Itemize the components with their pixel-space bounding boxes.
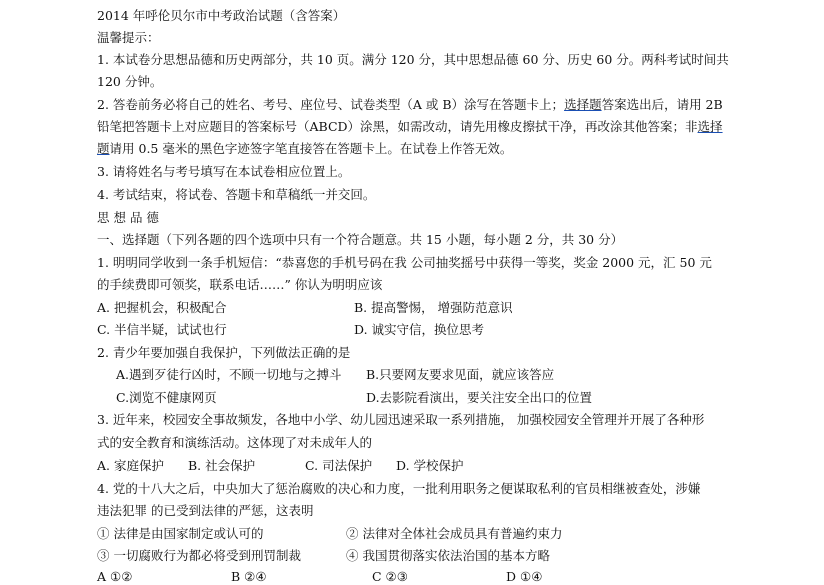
tip-2-text-d: 请用 0.5 毫米的黑色字迹签字笔直接答在答题卡上。在试卷上作答无效。 xyxy=(109,141,513,156)
q2-option-c: C.浏览不健康网页 xyxy=(116,390,217,405)
q1-option-d: D. 诚实守信，换位思考 xyxy=(354,322,485,337)
tip-2-underlined-b: 选择 xyxy=(697,119,723,134)
q3-stem-line-2: 式的安全教育和演练活动。这体现了对未成年人的 xyxy=(97,435,373,450)
q1-stem-line-1: 1. 明明同学收到一条手机短信：“恭喜您的手机号码在我 公司抽奖摇号中获得一等奖，奖金 2000 元，汇 50 元 xyxy=(97,255,712,270)
tip-2-line-2 xyxy=(97,119,723,135)
q3-stem-line-1: 3. 近年来，校园安全事故频发，各地中小学、幼儿园迅速采取一系列措施， 加强校园安全管理并开展了各种形 xyxy=(97,412,705,427)
tip-3: 3. 请将姓名与考号填写在本试卷相应位置上。 xyxy=(97,164,351,179)
q4-stem-line-2: 违法犯罪 的已受到法律的严惩，这表明 xyxy=(97,503,314,518)
section-title: 思 想 品 德 xyxy=(97,210,159,225)
document-title: 2014 年呼伦贝尔市中考政治试题（含答案） xyxy=(97,8,346,23)
tip-1-line-2: 120 分钟。 xyxy=(97,74,163,89)
q1-stem-line-2: 的手续费即可领奖，联系电话……” 你认为明明应该 xyxy=(97,277,383,292)
q2-option-d: D.去影院看演出，要关注安全出口的位置 xyxy=(366,390,593,405)
tip-2-underlined-a: 选择题 xyxy=(564,97,602,112)
part-1-heading: 一、选择题（下列各题的四个选项中只有一个符合题意。共 15 小题，每小题 2 分，共 30 分） xyxy=(97,232,624,247)
q4-option-a: A ①② xyxy=(97,569,133,584)
q4-statement-1: ① 法律是由国家制定或认可的 xyxy=(97,526,264,541)
q3-option-a: A. 家庭保护 xyxy=(97,458,164,473)
tip-2-text-c: 铅笔把答题卡上对应题目的答案标号（ABCD）涂黑，如需改动，请先用橡皮擦拭干净，再改涂其他答案；非 xyxy=(97,119,698,134)
q4-statement-2: ② 法律对全体社会成员具有普遍约束力 xyxy=(346,526,563,541)
q2-stem: 2. 青少年要加强自我保护，下列做法正确的是 xyxy=(97,345,351,360)
q1-option-b: B. 提高警惕， 增强防范意识 xyxy=(354,300,513,315)
q4-option-d: D ①④ xyxy=(506,569,543,584)
tip-2-text-b: 答案选出后，请用 2B xyxy=(601,97,723,112)
tip-2-line-1 xyxy=(97,97,723,113)
q4-statement-4: ④ 我国贯彻落实依法治国的基本方略 xyxy=(346,548,550,563)
q4-stem-line-1: 4. 党的十八大之后，中央加大了惩治腐败的决心和力度，一批利用职务之便谋取私利的官员相继被查处，涉嫌 xyxy=(97,481,701,496)
tip-4: 4. 考试结束，将试卷、答题卡和草稿纸一并交回。 xyxy=(97,187,376,202)
q2-option-b: B.只要网友要求见面，就应该答应 xyxy=(366,367,555,382)
tip-2-underlined-c: 题 xyxy=(97,141,110,156)
tip-2-text-a: 2. 答卷前务必将自己的姓名、考号、座位号、试卷类型（A 或 B）涂写在答题卡上； xyxy=(97,97,565,112)
q1-option-c: C. 半信半疑，试试也行 xyxy=(97,322,227,337)
q2-option-a: A.遇到歹徒行凶时，不顾一切地与之搏斗 xyxy=(116,367,342,382)
tip-2-line-3 xyxy=(97,141,512,157)
tips-heading: 温馨提示： xyxy=(97,30,160,45)
q4-statement-3: ③ 一切腐败行为都必将受到刑罚制裁 xyxy=(97,548,301,563)
q3-option-d: D. 学校保护 xyxy=(396,458,464,473)
tip-1-line-1: 1. 本试卷分思想品德和历史两部分，共 10 页。满分 120 分，其中思想品德 60 分、历史 60 分。两科考试时间共 xyxy=(97,52,729,67)
q4-option-b: B ②④ xyxy=(231,569,267,584)
q3-option-c: C. 司法保护 xyxy=(305,458,373,473)
q1-option-a: A. 把握机会，积极配合 xyxy=(97,300,227,315)
q4-option-c: C ②③ xyxy=(372,569,408,584)
q3-option-b: B. 社会保护 xyxy=(188,458,256,473)
